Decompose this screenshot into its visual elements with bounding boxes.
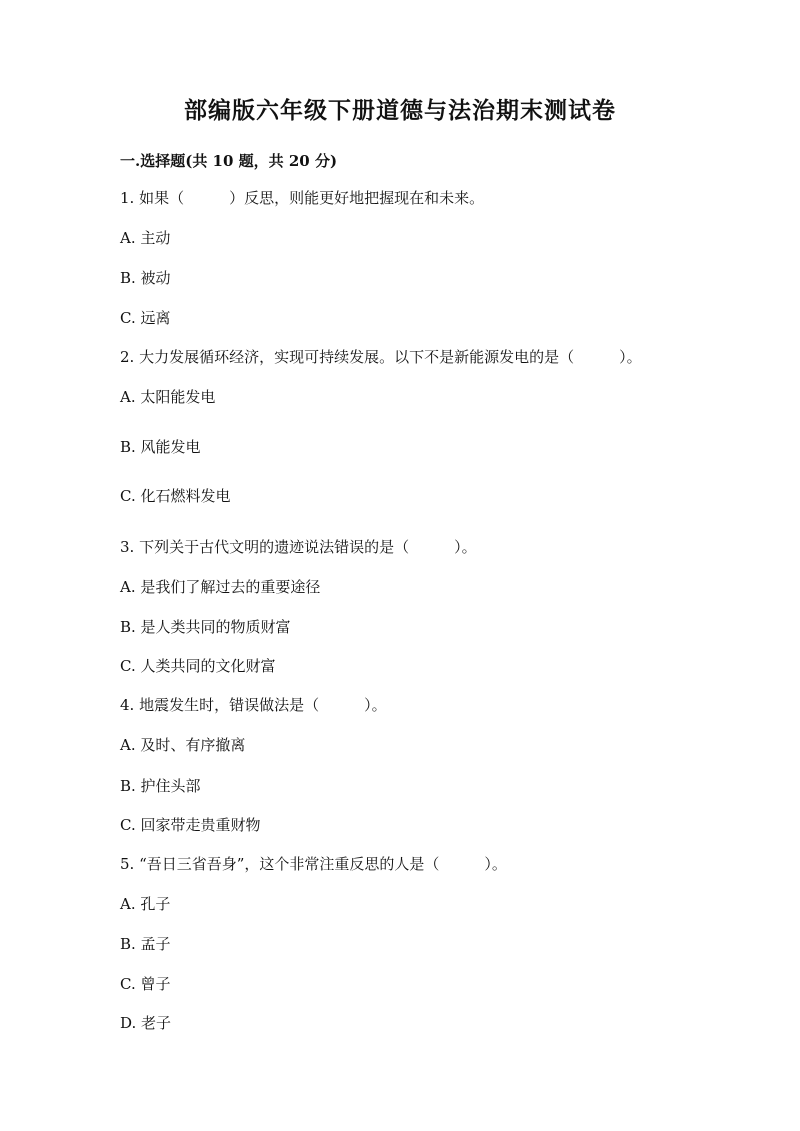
question-3-stem: 3. 下列关于古代文明的遗迹说法错误的是（ ）。 [120,538,477,556]
exam-title: 部编版六年级下册道德与法治期末测试卷 [184,97,616,124]
question-3-option-c: C. 人类共同的文化财富 [120,657,276,675]
question-5-option-d: D. 老子 [120,1014,172,1032]
question-5-option-b: B. 孟子 [120,935,171,953]
question-4-option-a: A. 及时、有序撤离 [120,736,246,754]
question-2-option-b: B. 风能发电 [120,438,201,456]
question-1-option-b: B. 被动 [120,269,171,287]
question-2-option-a: A. 太阳能发电 [120,388,216,406]
question-1-stem: 1. 如果（ ）反思，则能更好地把握现在和未来。 [120,189,485,207]
section-heading: 一.选择题(共 10 题，共 20 分) [120,152,338,170]
question-4-stem: 4. 地震发生时，错误做法是（ ）。 [120,696,387,714]
question-1-option-a: A. 主动 [120,229,171,247]
question-3-option-a: A. 是我们了解过去的重要途径 [120,578,321,596]
question-5-option-a: A. 孔子 [120,895,171,913]
question-4-option-c: C. 回家带走贵重财物 [120,816,261,834]
question-1-option-c: C. 远离 [120,309,171,327]
question-2-option-c: C. 化石燃料发电 [120,487,231,505]
question-5-option-c: C. 曾子 [120,975,171,993]
question-3-option-b: B. 是人类共同的物质财富 [120,618,291,636]
question-5-stem: 5. “吾日三省吾身”，这个非常注重反思的人是（ ）。 [120,855,507,873]
question-2-stem: 2. 大力发展循环经济，实现可持续发展。以下不是新能源发电的是（ ）。 [120,348,642,366]
question-4-option-b: B. 护住头部 [120,777,201,795]
